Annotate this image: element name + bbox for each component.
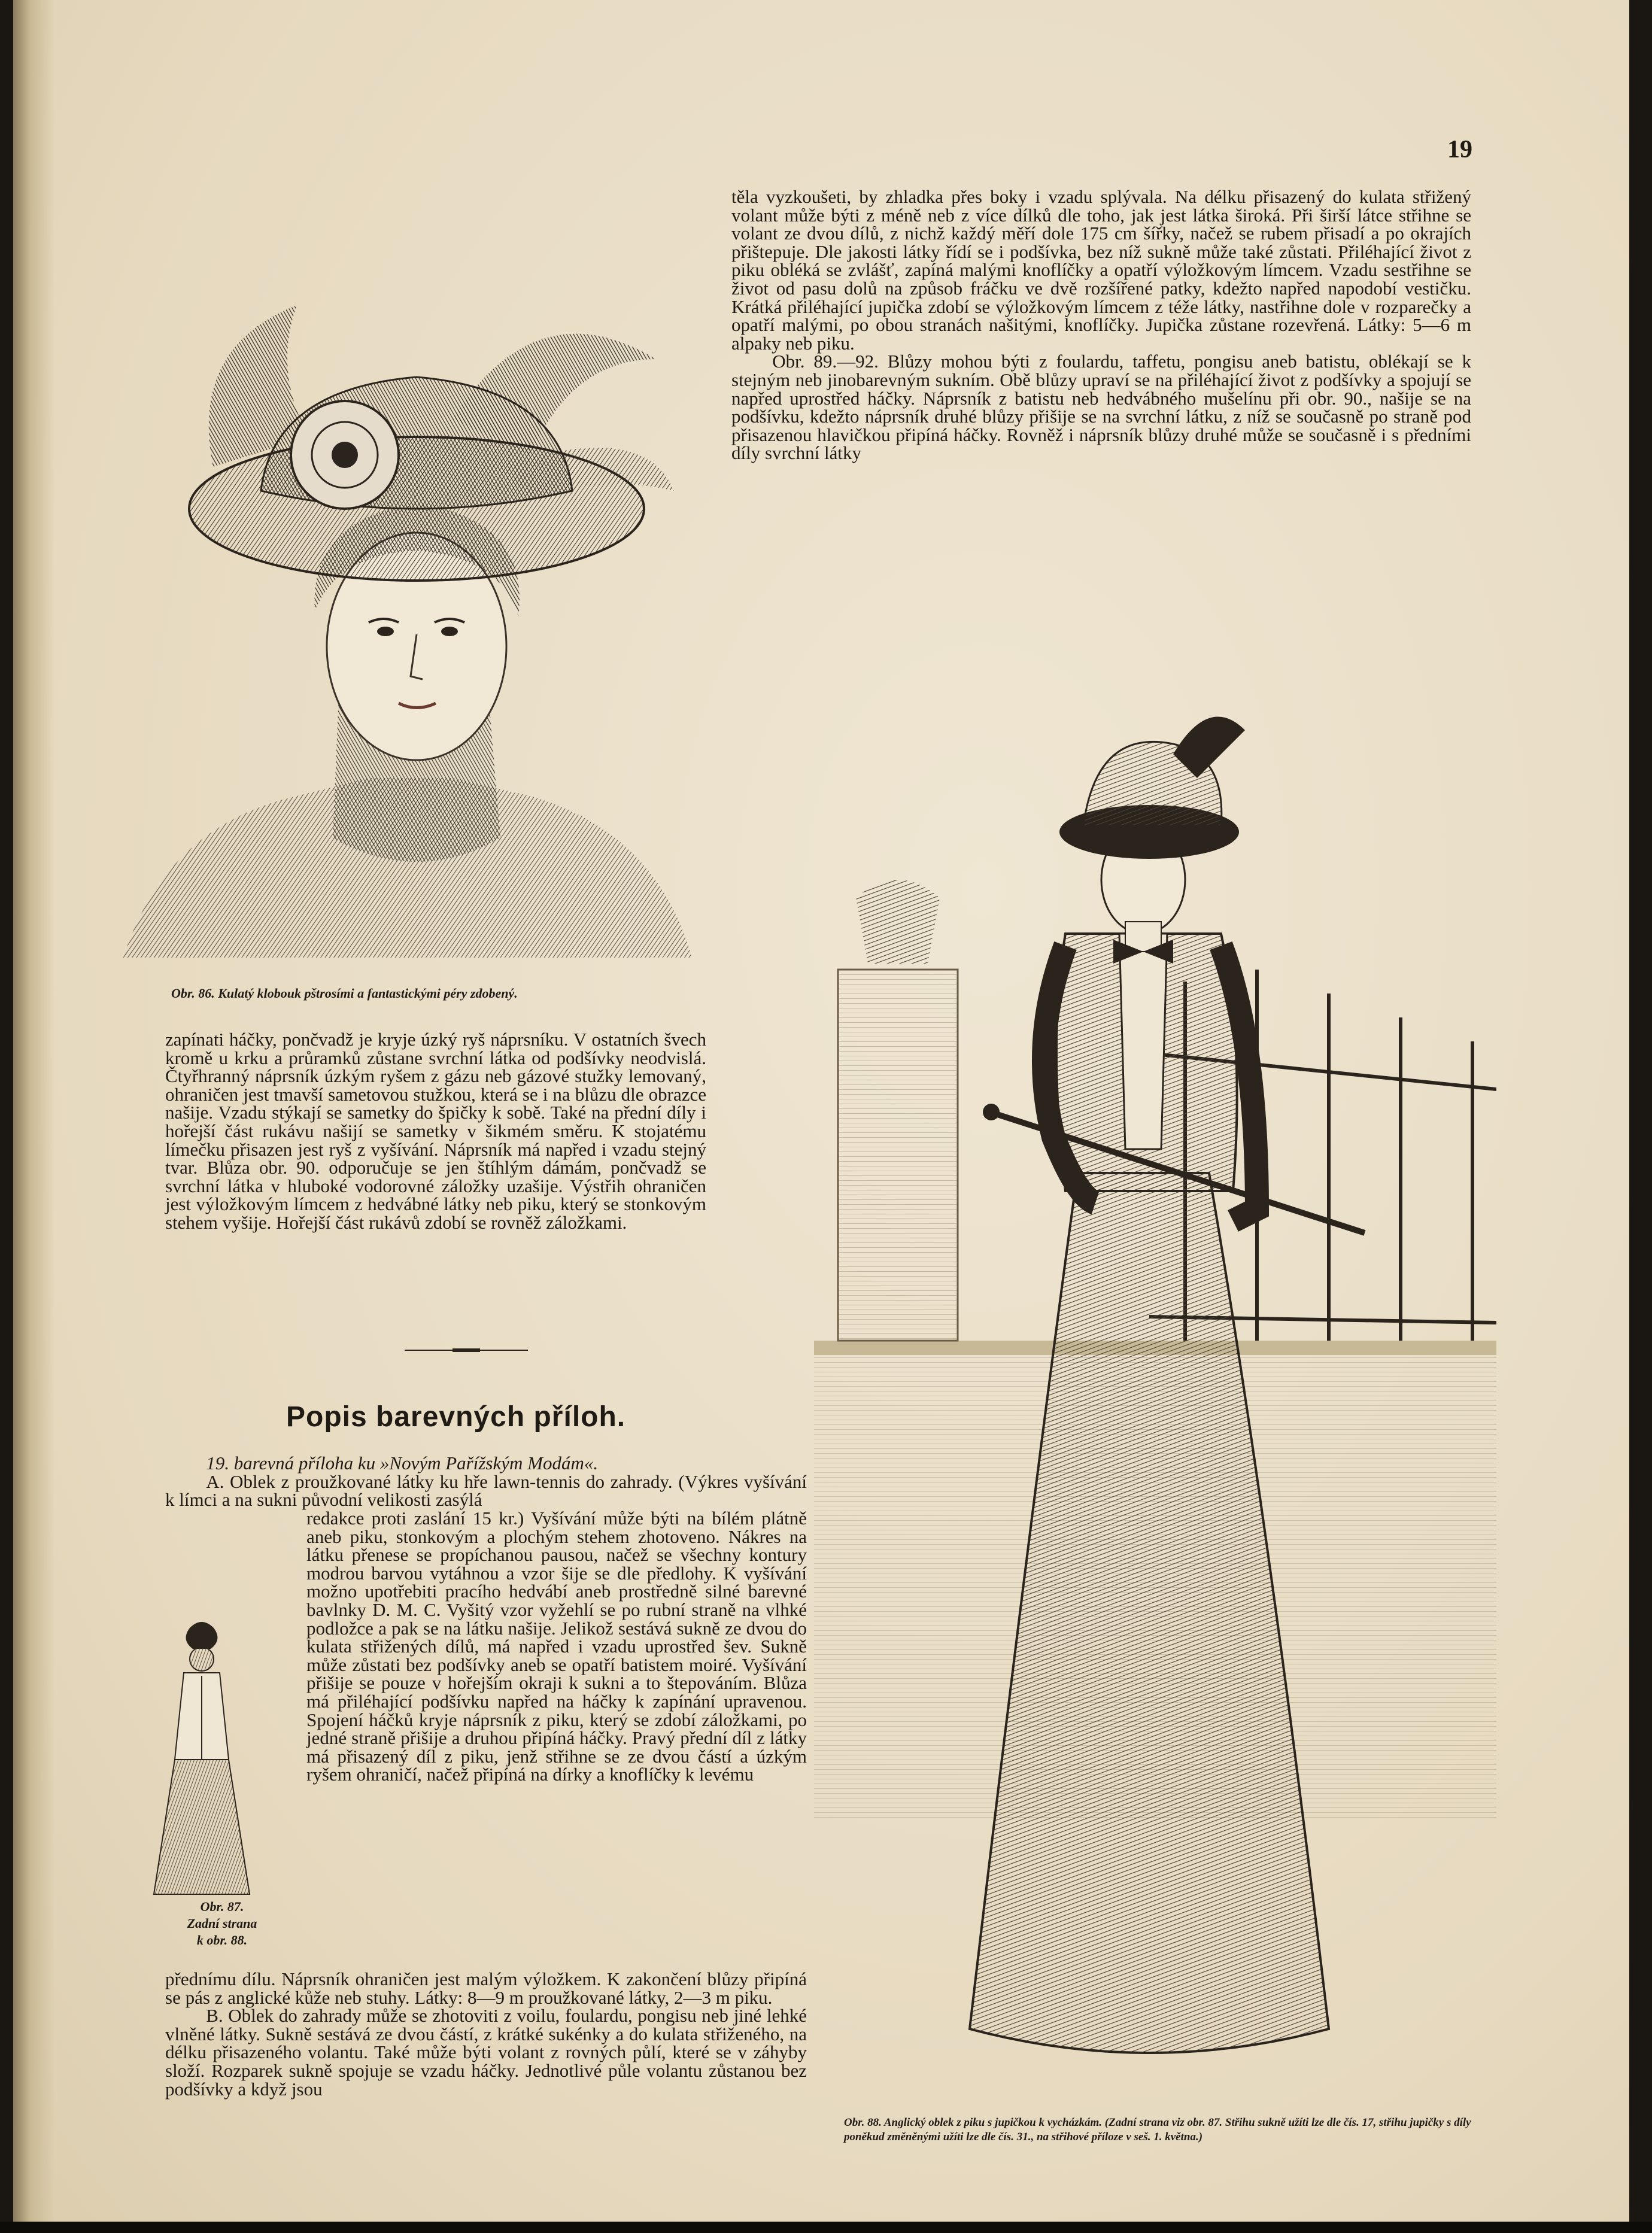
section-heading: Popis barevných příloh. — [286, 1401, 626, 1433]
text-paragraph: těla vyzkoušeti, by zhladka přes boky i vzadu splývala. Na délku přisazený do kulata střižený volant může býti z méně neb z více dílků dle toho, jak jest látka široká. Při širší látce střihne se volant ze dvou dílů, z nichž každý měří dole 175 cm šířky, načež se rubem přisadí a po okrajích přištepuje. Dle jakosti látky řídí se i podšívka, bez níž sukně může také zůstati. Přiléhající život z piku obléká se zvlášť, zapíná malými knoflíčky a opatří výložkovým límcem. Vzadu sestřihne se život od pasu dolů na způsob fráčku ve dvě rozšířené patky, kdežto napřed napodobí vestičku. Krátká přiléhající jupička zdobí se výložkovým límcem z téže látky, nastřihne dole v rozparečky a opatří malými, po obou stranách našitými, knoflíčky. Jupička zůstane rozevřená. Látky: 5—6 m alpaky neb piku. — [731, 186, 1471, 354]
text-paragraph: Obr. 89.—92. Blůzy mohou býti z foulardu, taffetu, pongisu aneb batistu, oblékají se k stejným neb jinobarevným sukním. Obě blůzy upraví se na přiléhající život z podšívky a spojují se napřed uprostřed háčky. Náprsník z batistu neb hedvábného mušelínu při obr. 90., našije se na podšívku, kdežto náprsník druhé blůzy přišije se na svrchní látku, z níž se současně po straně pod přisazenou hlavičkou připíná háčky. Rovněž i náprsník blůzy druhé může se současně i s předními díly svrchní látky — [731, 351, 1471, 464]
text-paragraph: A. Oblek z proužkované látky ku hře lawn-tennis do zahrady. (Výkres vyšívání k límci a na sukni původní velikosti zasýlá — [165, 1471, 807, 1511]
supplement-intro: 19. barevná příloha ku »Novým Pařížským Modám«. — [206, 1453, 599, 1474]
scan-edge — [0, 2222, 1652, 2233]
mid-left-column — [165, 1031, 706, 1232]
caption-line: Obr. 87. — [200, 1899, 244, 1914]
top-right-column — [731, 188, 1471, 463]
caption-line: k obr. 88. — [196, 1933, 248, 1948]
caption-line: Zadní strana — [187, 1916, 257, 1931]
figure-86-caption: Obr. 86. Kulatý klobouk pštrosími a fantastickými péry zdobený. — [171, 986, 518, 1001]
left-column-intro — [165, 1454, 807, 1509]
figure-87-caption — [165, 1898, 279, 1949]
figure-87-back-view-illustration — [151, 1616, 253, 1897]
figure-86-hat-illustration — [117, 239, 704, 970]
ornament-divider — [405, 1348, 528, 1353]
page-number: 19 — [1447, 136, 1472, 163]
text-paragraph: B. Oblek do zahrady může se zhotoviti z voilu, foulardu, pongisu neb jiné lehké vlněné látky. Sukně sestává ze dvou částí, z krátké sukénky a do kulata střiženého, na délku přisazeného volantu. Také může býti volant z rovných půlí, které se v záhyby složí. Rozparek sukně spojuje se vzadu háčky. Jednotlivé půle volantu zůstanou bez podšívky a když jsou — [165, 2005, 807, 2100]
left-column-bottom — [165, 1970, 807, 2098]
figure-88-caption: Obr. 88. Anglický oblek z piku s jupičkou k vycházkám. (Zadní strana viz obr. 87. Střihu sukně užíti lze dle čís. 17, střihu jupičky s díly poněkud změněnými užíti lze dle čís. 31., na střihové příloze v seš. 1. května.) — [844, 2116, 1471, 2143]
text-paragraph: přednímu dílu. Náprsník ohraničen jest malým výložkem. K zakončení blůzy připíná se pás z anglické kůže neb stuhy. Látky: 8—9 m proužkované látky, 2—3 m piku. — [165, 1968, 807, 2008]
figure-88-walking-costume-illustration — [814, 682, 1496, 2095]
left-column-wrapped — [306, 1509, 807, 1784]
text-paragraph: zapínati háčky, pončvadž je kryje úzký ryš náprsníku. V ostatních švech kromě u krku a průramků zůstane svrchní látka od podšívky neodvislá. Čtyřhranný náprsník úzkým ryšem z gázu neb gázové stužky lemovaný, ohraničen jest tmavší sametovou stužkou, která se i na blůzu dle obrazce našije. Vzadu stýkají se sametky do špičky k sobě. Také na přední díly i hořejší část rukávu našijí se sametky v šikmém směru. K stojatému límečku přisazen jest ryš z vyšívání. Náprsník má napřed i vzadu stejný tvar. Blůza obr. 90. odporučuje se jen štíhlým dámám, pončvadž se svrchní látka v hluboké vodorovné záložky uzašije. Výstřih ohraničen jest výložkovým límcem z hedvábné látky neb piku, který se stonkovým stehem vyšije. Hořejší část rukávů zdobí se rovněž záložkami. — [165, 1029, 706, 1233]
text-paragraph: redakce proti zaslání 15 kr.) Vyšívání může býti na bílém plátně aneb piku, stonkovým a plochým stehem zhotoveno. Nákres na látku přenese se propíchanou pausou, načež se všechny kontury modrou barvou vytáhnou a vzor šije se dle předlohy. K vyšívání možno upotřebiti pracího hedvábí aneb prostředně silné barevné bavlnky D. M. C. Vyšitý vzor vyžehlí se po rubní straně na vlhké podložce a pak se na látku našije. Jelikož sestává sukně ze dvou do kulata střižených dílů, má napřed i vzadu uprostřed šev. Sukně může zůstati bez podšívky aneb se opatří batistem moiré. Vyšívání přišije se pouze v hořejším okraji k sukni a to štepováním. Blůza má přiléhající podšívku napřed na háčky k zapínání upravenou. Spojení háčků kryje náprsník z piku, který se zdobí záložkami, po jedné straně přišije a druhou připíná háčky. Pravý přední díl z látky má přisazený díl z piku, jenž střihne se ze dvou částí a úzkým ryšem ohraničí, načež připíná na dírky a knoflíčky k levému — [306, 1508, 807, 1785]
